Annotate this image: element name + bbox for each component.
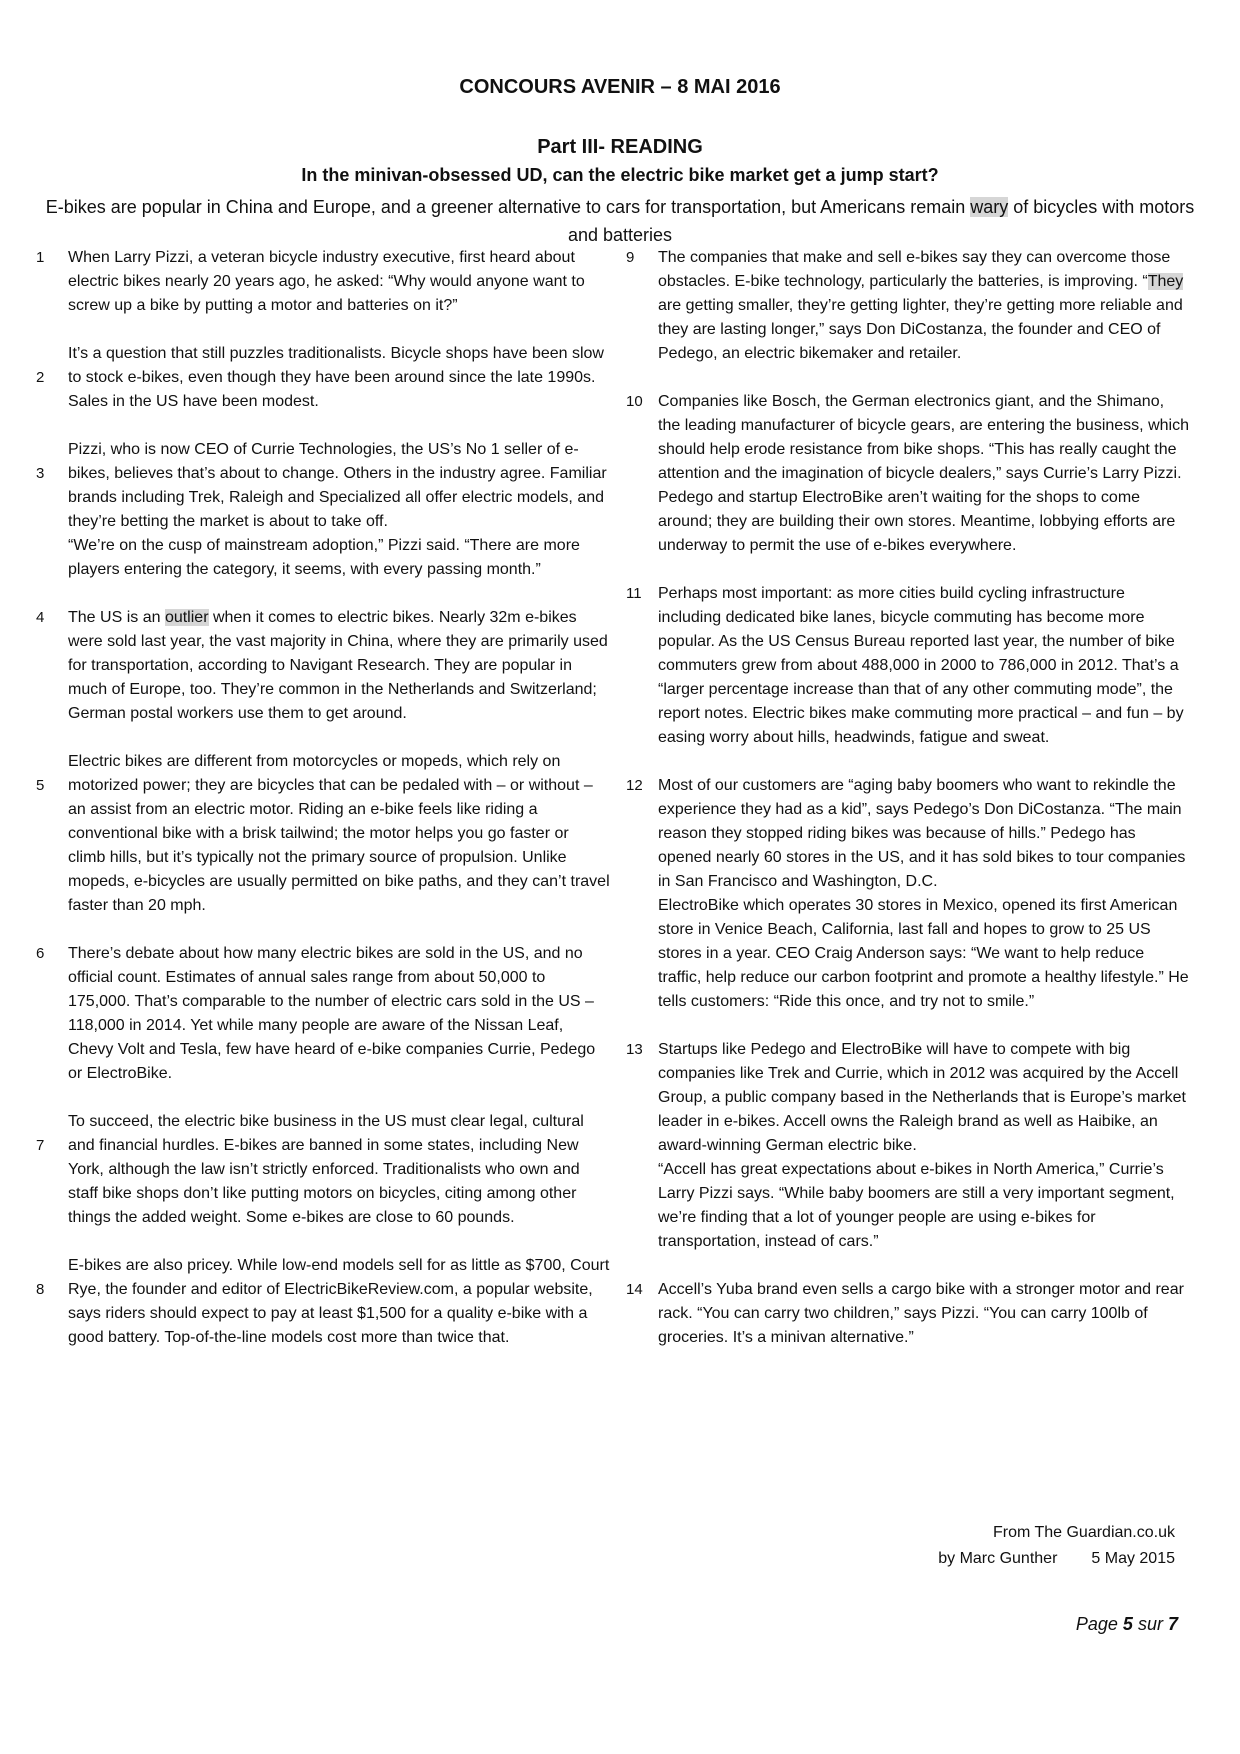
paragraph-text-end: are getting smaller, they’re getting lighter, they’re getting more reliable and they are lasting longer,” says Don DiCostanza, the founder and CEO of Pedego, an electric bikemaker and retailer. [658, 297, 1183, 362]
paragraph-text: Perhaps most important: as more cities build cycling infrastructure including dedicated bike lanes, bicycle commuting has become more popular. As the US Census Bureau reported last year, the number of bike commuters grew from about 488,000 in 2000 to 786,000 in 2012. That’s a “larger percentage increase than that of any other commuting mode”, the report notes. Electric bikes make commuting more practical – and fun – by easing worry about hills, headwinds, fatigue and sweat. [658, 585, 1184, 746]
paragraph-text-start: The US is an [68, 609, 165, 626]
paragraph-6 [30, 942, 610, 1086]
paragraph-12 [620, 774, 1190, 1014]
paragraph-13 [620, 1038, 1190, 1254]
standfirst-text-end: of bicycles with motors and batteries [567, 197, 1195, 245]
exam-title: CONCOURS AVENIR – 8 MAI 2016 [459, 76, 781, 98]
page-word: Page [1075, 1614, 1118, 1634]
paragraph-14 [620, 1278, 1190, 1350]
source-date: 5 May 2015 [1091, 1550, 1175, 1567]
paragraph-text: It’s a question that still puzzles traditionalists. Bicycle shops have been slow to stock e-bikes, even though they have been around since the late 1990s. Sales in the US have been modest. [68, 345, 604, 410]
paragraph-number: 1 [36, 249, 45, 266]
paragraph-number: 9 [626, 249, 635, 266]
paragraph-number: 6 [36, 945, 45, 962]
paragraph-text [658, 246, 1190, 366]
paragraph-text-start: The companies that make and sell e-bikes say they can overcome those obstacles. E-bike technology, particularly the batteries, is improving. “ [658, 249, 1171, 290]
highlighted-word-wary: wary [970, 197, 1009, 217]
page-number [1076, 1614, 1178, 1635]
paragraph-text: Pizzi, who is now CEO of Currie Technologies, the US’s No 1 seller of e-bikes, believes that’s about to change. Others in the industry agree. Familiar brands including Trek, Raleigh and Specialized all offer electric models, and they’re betting the market is about to take off. [68, 441, 607, 530]
article-standfirst [40, 193, 1200, 249]
paragraph-11 [620, 582, 1190, 750]
article-source [938, 1520, 1175, 1572]
paragraph-text [68, 606, 610, 726]
paragraph-number: 10 [626, 393, 643, 410]
paragraph-continuation: ElectroBike which operates 30 stores in Mexico, opened its first American store in Venice Beach, California, last fall and hopes to grow to 25 US stores in a year. CEO Craig Anderson says: “We want to help reduce traffic, help reduce our carbon footprint and promote a healthy lifestyle.” He tells customers: “Ride this once, and try not to smile.” [658, 897, 1189, 1010]
paragraph-number: 12 [626, 777, 643, 794]
paragraph-text: E-bikes are also pricey. While low-end models sell for as little as $700, Court Rye, the founder and editor of ElectricBikeReview.com, a popular website, says riders should expect to pay at least $1,500 for a quality e-bike with a good battery. Top-of-the-line models cost more than twice that. [68, 1257, 610, 1346]
paragraph-number: 3 [36, 465, 45, 482]
paragraph-9 [620, 246, 1190, 366]
paragraph-number: 7 [36, 1137, 45, 1154]
paragraph-5 [30, 750, 610, 918]
paragraph-text: Accell’s Yuba brand even sells a cargo bike with a stronger motor and rear rack. “You can carry two children,” says Pizzi. “You can carry 100lb of groceries. It’s a minivan alternative.” [658, 1281, 1184, 1346]
highlighted-word-outlier: outlier [164, 609, 209, 626]
paragraph-number: 4 [36, 609, 45, 626]
paragraph-number: 14 [626, 1281, 643, 1298]
paragraph-8 [30, 1254, 610, 1350]
standfirst-text: E-bikes are popular in China and Europe, and a greener alternative to cars for transportation, but Americans remain [45, 197, 971, 217]
paragraph-quote: “Accell has great expectations about e-bikes in North America,” Currie’s Larry Pizzi says. “While baby boomers are still a very important segment, we’re finding that a lot of younger people are using e-bikes for transportation, instead of cars.” [658, 1161, 1175, 1250]
paragraph-number: 11 [626, 585, 642, 602]
paragraph-text: Startups like Pedego and ElectroBike will have to compete with big companies like Trek and Currie, which in 2012 was acquired by the Accell Group, a public company based in the Netherlands that is Europe’s market leader in e-bikes. Accell owns the Raleigh brand as well as Haibike, an award-winning German electric bike. [658, 1041, 1186, 1154]
paragraph-text-end: when it comes to electric bikes. Nearly 32m e-bikes were sold last year, the vast majority in China, where they are primarily used for transportation, according to Navigant Research. They are popular in much of Europe, too. They’re common in the Netherlands and Switzerland; German postal workers use them to get around. [68, 609, 608, 722]
paragraph-10 [620, 390, 1190, 558]
source-byline [938, 1546, 1175, 1572]
paragraph-text: Companies like Bosch, the German electronics giant, and the Shimano, the leading manufacturer of bicycle gears, are entering the business, which should help erode resistance from bike shops. “This has really caught the attention and the imagination of bicycle dealers,” says Currie’s Larry Pizzi. Pedego and startup ElectroBike aren’t waiting for the shops to come around; they are building their own stores. Meantime, lobbying efforts are underway to permit the use of e-bikes everywhere. [658, 393, 1189, 554]
left-column [30, 246, 610, 1374]
right-column [620, 246, 1190, 1374]
source-publication: From The Guardian.co.uk [992, 1524, 1175, 1541]
paragraph-number: 5 [36, 777, 45, 794]
page-current: 5 [1122, 1614, 1133, 1634]
paragraph-3 [30, 438, 610, 582]
highlighted-word-they: They [1147, 273, 1184, 290]
paragraph-text: Electric bikes are different from motorcycles or mopeds, which rely on motorized power; they are bicycles that can be pedaled with – or without – an assist from an electric motor. Riding an e-bike feels like riding a conventional bike with a brisk tailwind; the motor helps you go faster or climb hills, but it’s typically not the primary source of propulsion. Unlike mopeds, e-bicycles are usually permitted on bike paths, and they can’t travel faster than 20 mph. [68, 753, 610, 914]
paragraph-number: 8 [36, 1281, 45, 1298]
paragraph-text: Most of our customers are “aging baby boomers who want to rekindle the experience they had as a kid”, says Pedego’s Don DiCostanza. “The main reason they stopped riding bikes was because of hills.” Pedego has opened nearly 60 stores in the US, and it has sold bikes to tour companies in San Francisco and Washington, D.C. [658, 777, 1186, 890]
paragraph-number: 2 [36, 369, 45, 386]
source-author: by Marc Gunther [938, 1550, 1058, 1567]
page-total: 7 [1167, 1614, 1178, 1634]
paragraph-quote: “We’re on the cusp of mainstream adoption,” Pizzi said. “There are more players entering the category, it seems, with every passing month.” [68, 537, 580, 578]
paragraph-text: When Larry Pizzi, a veteran bicycle industry executive, first heard about electric bikes nearly 20 years ago, he asked: “Why would anyone want to screw up a bike by putting a motor and batteries on it?” [68, 249, 585, 314]
paragraph-text: There’s debate about how many electric bikes are sold in the US, and no official count. Estimates of annual sales range from about 50,000 to 175,000. That’s comparable to the number of electric cars sold in the US – 118,000 in 2014. Yet while many people are aware of the Nissan Leaf, Chevy Volt and Tesla, few have heard of e-bike companies Currie, Pedego or ElectroBike. [68, 945, 596, 1082]
page-sep: sur [1137, 1614, 1163, 1634]
paragraph-7 [30, 1110, 610, 1230]
paragraph-2 [30, 342, 610, 414]
paragraph-number: 13 [626, 1041, 643, 1058]
paragraph-1 [30, 246, 610, 318]
paragraph-text: To succeed, the electric bike business in the US must clear legal, cultural and financial hurdles. E-bikes are banned in some states, including New York, although the law isn’t strictly enforced. Traditionalists who own and staff bike shops don’t like putting motors on bicycles, citing among other things the added weight. Some e-bikes are close to 60 pounds. [68, 1113, 584, 1226]
article-headline: In the minivan-obsessed UD, can the electric bike market get a jump start? [301, 165, 939, 185]
paragraph-4 [30, 606, 610, 726]
part-title: Part III- READING [537, 136, 703, 158]
